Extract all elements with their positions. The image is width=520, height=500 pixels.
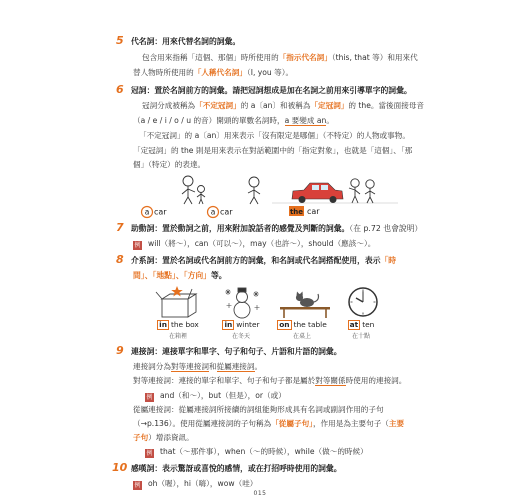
prepositions-title-highlight-b: 間」、「地點」、「方向」 [133, 271, 211, 280]
auxiliary-verbs-page-note: （在 p.72 也會說明） [349, 224, 423, 233]
article-label-2 [208, 207, 234, 218]
pronouns-line-2 [133, 67, 293, 78]
article-label-3 [289, 206, 320, 216]
red-car-icon [292, 183, 343, 203]
interjections-example [133, 478, 257, 490]
example-badge: 例 [146, 450, 153, 457]
car-wheel-front [299, 196, 306, 203]
person-head [183, 176, 193, 186]
gift-box-icon [156, 286, 196, 317]
snowflake-icon [225, 289, 231, 295]
preposition-translation: 在桌上 [292, 333, 311, 340]
auxiliary-verbs-example [133, 238, 375, 250]
page-number: 015 [253, 490, 267, 497]
conjunctions-line-1-text-b: 和 [208, 362, 217, 371]
auxiliary-verbs-heading [131, 223, 422, 234]
preposition-word: in [224, 320, 233, 329]
articles-line-5: 個」（特定）的表達。 [133, 160, 206, 169]
preposition-example-4 [332, 319, 390, 341]
articles-line-1 [142, 100, 424, 111]
preposition-object: the box [170, 320, 199, 329]
main-clause-term-a: 主要 [388, 419, 405, 428]
snowflake-icon [227, 303, 232, 308]
conjunctions-line-2-text-b: 時使用的連接詞。 [345, 376, 407, 385]
conjunctions-line-2-text-a: 對等連接詞：連接的單字和單字、句子和句子都是屬於 [133, 376, 316, 385]
preposition-phrase [332, 319, 390, 330]
prepositions-title-b: 等。 [210, 271, 227, 280]
person-figure-4 [349, 179, 360, 203]
car-window-front [312, 185, 319, 190]
articles-line-1-text-b: 的 a〔an〕和被稱為 [240, 101, 311, 110]
articles-line-2-text-b: 。 [326, 116, 334, 125]
clock-icon [349, 288, 377, 316]
conjunctions-line-1 [133, 361, 262, 372]
main-clause-term-b: 子句 [133, 433, 149, 442]
interjections-example-text: oh（喔），hi（嗨），wow（哇） [148, 479, 258, 488]
articles-line-2 [133, 115, 334, 126]
section-number-10: 10 [112, 461, 128, 474]
box-front [162, 299, 188, 317]
article-word: the [289, 207, 304, 216]
articles-line-1-text-a: 冠詞分成被稱為 [142, 101, 196, 110]
cat-tail [314, 294, 319, 302]
articles-heading: 冠詞：置於名詞前方的詞彙。請把冠詞想成是加在名詞之前用來引導單字的詞彙。 [131, 86, 412, 95]
a-becomes-an-rule: a 要變成 an [284, 116, 327, 125]
preposition-translation: 在十點 [351, 333, 370, 340]
article-noun: car [307, 206, 320, 216]
person-body [365, 188, 375, 203]
auxiliary-verbs-example-text: will（將～），can（可以～），may（也許～），should（應該～）。 [148, 239, 376, 248]
conjunctions-example-1-text: and（和～），but（但是），or（或） [160, 391, 286, 400]
conjunctions-line-1-text-c: 。 [254, 362, 263, 371]
snowman-hat [238, 288, 246, 292]
person-head [366, 180, 374, 188]
preposition-translation: 在冬天 [231, 333, 250, 340]
pronouns-line-1-text-b: （this, that 等）和用來代 [331, 53, 418, 62]
pronouns-line-1 [142, 52, 418, 63]
prepositions-title-highlight-a: 「時 [380, 256, 397, 265]
car-window-rear [321, 185, 328, 190]
pronouns-line-2-text-b: （I, you 等）。 [246, 68, 294, 77]
article-word: a [144, 207, 150, 217]
person-head [249, 177, 259, 187]
conjunctions-line-1-text-a: 連接詞分為 [133, 362, 171, 371]
subordinate-clause-term: 「從屬子句」 [271, 419, 313, 428]
preposition-phrase [273, 319, 331, 330]
article-word: a [210, 207, 216, 217]
coordinate-relation-term: 對等關係 [315, 376, 346, 385]
pronouns-line-1-text-a: 包含用來指稱「這個、那個」時所使用的 [142, 53, 279, 62]
person-figure-2 [197, 186, 205, 205]
preposition-object: winter [236, 320, 260, 329]
preposition-object: ten [362, 320, 375, 329]
article-noun: car [154, 207, 167, 217]
conjunctions-example-1 [145, 390, 286, 402]
preposition-example-2 [212, 319, 270, 341]
person-body [248, 187, 260, 204]
preposition-word: in [159, 320, 167, 329]
demonstrative-pronoun-term: 「指示代名詞」 [278, 53, 332, 62]
section-number-9: 9 [116, 344, 124, 357]
auxiliary-verbs-title: 助動詞：置於動詞之前，用來附加說話者的感覺及判斷的詞彙。 [131, 224, 350, 233]
person-head [351, 179, 359, 187]
conjunctions-line-5 [133, 432, 194, 443]
person-body [182, 186, 195, 204]
preposition-word: at [349, 320, 359, 329]
example-badge: 例 [146, 394, 153, 401]
section-number-8: 8 [116, 253, 124, 266]
person-figure-3 [248, 177, 260, 204]
example-badge: 例 [134, 242, 141, 249]
prepositions-title-a: 介系詞：置於名詞或代名詞前方的詞彙，和名詞或代名詞搭配使用，表示 [131, 256, 381, 265]
snowman-head [237, 292, 248, 303]
conjunctions-heading: 連接詞：連接單字和單字、句子和句子、片語和片語的詞彙。 [131, 347, 342, 356]
person-head [198, 186, 205, 193]
interjections-heading: 感嘆詞：表示驚訝或喜悅的感情，或在打招呼時使用的詞彙。 [131, 464, 342, 473]
articles-line-2-text-a: （a / e / i / o / u 的音）開頭的單數名詞時， [133, 116, 285, 125]
preposition-word: on [279, 320, 290, 329]
person-body [197, 193, 205, 205]
preposition-example-3 [273, 319, 331, 341]
person-body [349, 187, 360, 203]
conjunctions-line-4 [133, 418, 404, 429]
conjunctions-example-2 [145, 446, 368, 458]
article-illustration [132, 172, 402, 222]
conjunctions-example-2-text: that（～那件事），when（～的時候），while（做～的時候） [160, 447, 368, 456]
indefinite-article-term: 「不定冠詞」 [195, 101, 241, 110]
car-wheel-rear [330, 196, 337, 203]
article-label-1 [142, 207, 168, 218]
conjunctions-line-4-text-b: ，作用是為主要句子（ [312, 419, 389, 428]
personal-pronoun-term: 「人稱代名詞」 [193, 68, 247, 77]
prepositions-heading-line-2 [133, 270, 227, 281]
example-badge: 例 [134, 482, 141, 489]
snowman-body [234, 302, 250, 318]
articles-line-1-text-c: 的 the。當後面接母音 [348, 101, 425, 110]
conjunctions-line-2 [133, 375, 406, 386]
cat-on-table-icon [280, 292, 330, 319]
definite-article-term: 「定冠詞」 [310, 101, 349, 110]
conjunctions-line-5-text: ）增添資訊。 [148, 433, 194, 442]
person-figure-5 [365, 180, 375, 203]
articles-line-3: 「不定冠詞」的 a〔an〕用來表示「沒有限定是哪個」（不特定）的人物或事物。 [139, 131, 410, 140]
section-number-7: 7 [116, 221, 124, 234]
conjunctions-line-4-text-a: （→p.136）。使用從屬連接詞的子句稱為 [133, 419, 272, 428]
preposition-example-1 [149, 319, 207, 341]
snowman-icon [225, 288, 260, 318]
section-number-5: 5 [116, 34, 124, 47]
article-noun: car [220, 207, 233, 217]
snowflake-icon [253, 291, 259, 297]
table-legs [284, 310, 326, 319]
preposition-translation: 在箱裡 [168, 333, 187, 340]
conjunctions-line-3: 從屬連接詞：從屬連接詞所接續的詞組能夠形成具有名詞或副詞作用的子句 [133, 405, 384, 414]
pronouns-heading: 代名詞：用來代替名詞的詞彙。 [131, 37, 241, 46]
table-top [280, 307, 330, 310]
preposition-phrase [149, 319, 207, 330]
person-figure-1 [182, 176, 195, 204]
subordinating-conjunction-term: 從屬連接詞 [216, 362, 255, 371]
preposition-illustrations [140, 283, 390, 319]
preposition-phrase [212, 319, 270, 330]
pronouns-line-2-text-a: 替人物時所使用的 [133, 68, 194, 77]
prepositions-heading-line-1 [131, 255, 396, 266]
articles-line-4: 「定冠詞」的 the 則是用來表示在對話範圍中的「指定對象」，也就是「這個」、「那 [133, 146, 413, 155]
coordinating-conjunction-term: 對等連接詞 [170, 362, 209, 371]
section-number-6: 6 [116, 83, 124, 96]
preposition-object: the table [293, 320, 327, 329]
snowflake-icon [255, 305, 260, 310]
